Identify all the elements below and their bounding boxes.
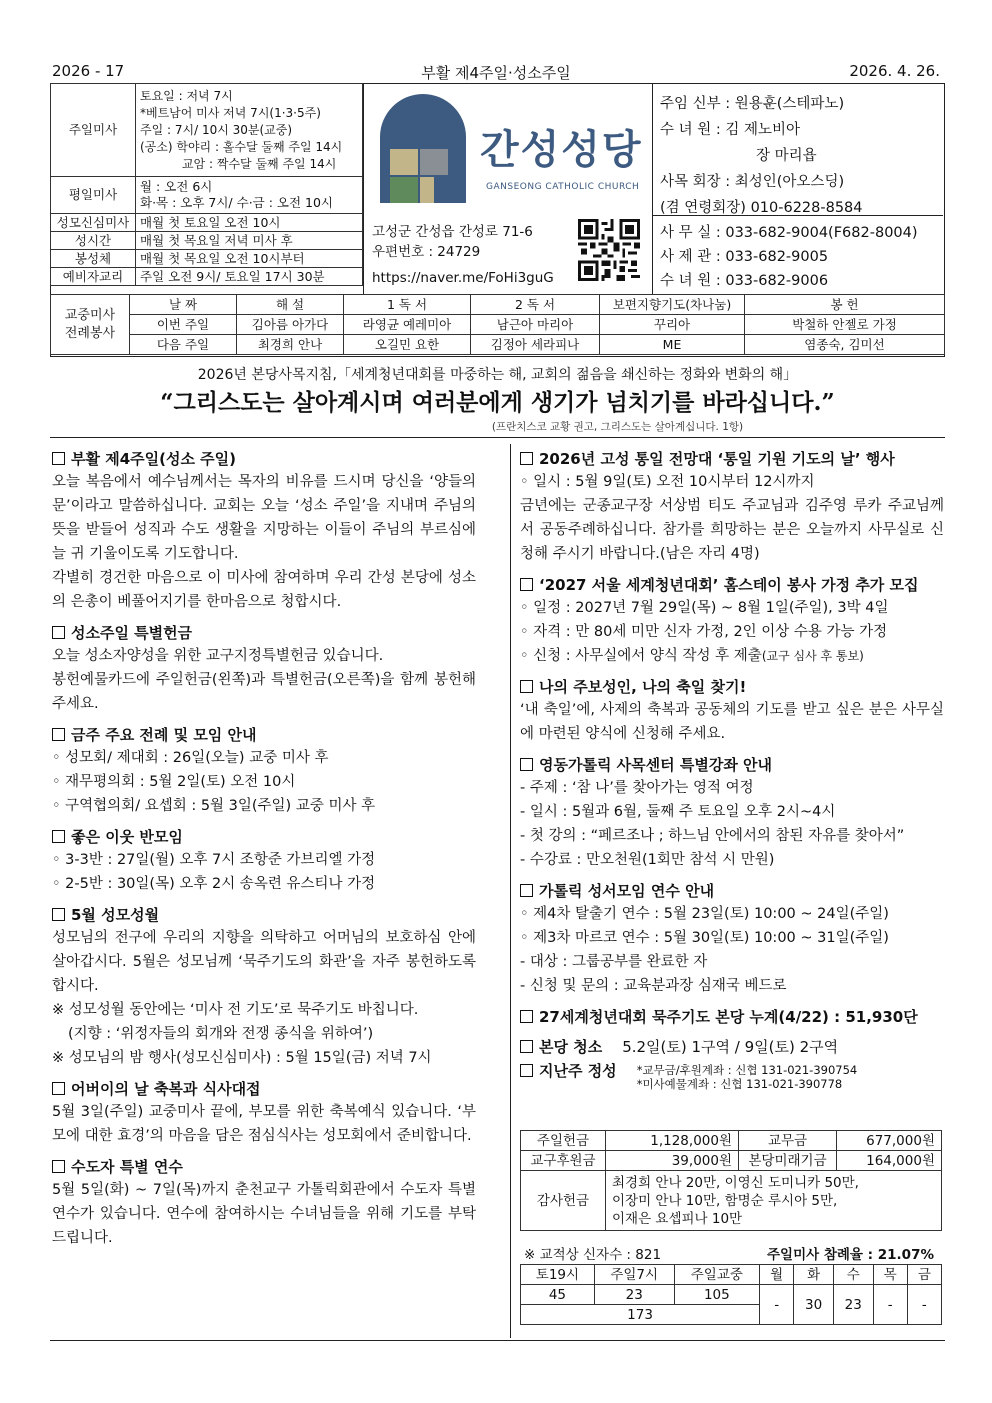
attendance-header: 주일교중 (674, 1265, 760, 1285)
attendance-value: 45 (521, 1285, 595, 1305)
attendance-header: 금 (907, 1265, 941, 1285)
offering-table (520, 1130, 942, 1231)
address-block (372, 222, 554, 288)
liturgy-cell: 최경희 안나 (237, 335, 344, 355)
sunday-line: (공소) 학야리 : 홀수달 둘째 주일 14시 (140, 139, 343, 154)
section-title-text: 27세계청년대회 묵주기도 본당 누계(4/22) : 51,930단 (539, 1008, 918, 1026)
sunday-line: 토요일 : 저녁 7시 (140, 88, 233, 103)
staff-line: (겸 연령회장) 010-6228-8584 (660, 200, 863, 216)
list-item: ◦ 재무평의회 : 5월 2일(토) 오전 10시 (52, 774, 296, 790)
phone-convent: 수 녀 원 : 033-682-9006 (660, 273, 829, 289)
list-item-text: ◦ 신청 : 사무실에서 양식 작성 후 제출 (520, 648, 762, 664)
checkbox-icon (520, 758, 533, 771)
pastoral-motto (50, 365, 945, 434)
section-title (520, 574, 944, 596)
page-title: 부활 제4주일·성소주일 (421, 64, 571, 82)
schedule-value: 매월 첫 목요일 저녁 미사 후 (136, 232, 363, 250)
list-item: ※ 성모성월 동안에는 ‘미사 전 기도’로 묵주기도 바칩니다. (52, 1002, 419, 1018)
list-item: ◦ 구역협의회/ 요셉회 : 5월 3일(주일) 교중 미사 후 (52, 798, 376, 814)
mass-schedule-table (50, 83, 363, 286)
church-logo-icon (378, 93, 468, 205)
thanks-line: 최경희 안나 20만, 이영신 도미니카 50만, (612, 1174, 859, 1191)
left-column (52, 448, 476, 1250)
issue-number: 2026 - 17 (52, 62, 125, 80)
offering-label: 교무금 (739, 1131, 837, 1151)
paragraph: 5월 5일(화) ~ 7일(목)까지 춘천교구 가톨릭회관에서 수도자 특별 연수가 있습니다. 연수에 참여하시는 수녀님들을 위해 기도를 부탁드립니다. (52, 1182, 476, 1246)
sunday-line: 주일 : 7시/ 10시 30분(교중) (140, 122, 293, 137)
schedule-value: 매월 첫 목요일 오전 10시부터 (136, 250, 363, 268)
section-title (52, 1156, 476, 1178)
checkbox-icon (52, 728, 65, 741)
paragraph: 금년에는 군종교구장 서상범 티도 주교님과 김주영 루카 주교님께서 공동주례하십니다. 참가를 희망하는 분은 오늘까지 사무실로 신청해 주시기 바랍니다.(남은 자리 4명) (520, 498, 944, 562)
liturgy-table (50, 294, 945, 355)
offering-label: 본당미래기금 (739, 1151, 837, 1171)
account-info (637, 1063, 858, 1091)
section-title-text: 부활 제4주일(성소 주일) (71, 450, 237, 468)
section-title (520, 1036, 944, 1058)
motto-line3: (프란치스코 교황 권고, 그리스도는 살아계십니다. 1항) (491, 421, 744, 433)
footer-divider (50, 1340, 945, 1341)
liturgy-cell: 박철하 안젤로 가정 (745, 315, 945, 335)
section-title (52, 904, 476, 926)
checkbox-icon (52, 1082, 65, 1095)
offering-label: 주일헌금 (521, 1131, 606, 1151)
masthead-divider (652, 83, 653, 294)
thanks-offering (606, 1171, 942, 1231)
liturgy-cell: 이번 주일 (130, 315, 237, 335)
list-item: ◦ 2-5반 : 30일(목) 오후 2시 송옥련 유스티나 가정 (52, 876, 376, 892)
liturgy-header: 날 짜 (130, 295, 237, 315)
address: 고성군 간성읍 간성로 71-6 (372, 224, 533, 240)
attendance-header: 월 (760, 1265, 794, 1285)
liturgy-header: 봉 헌 (745, 295, 945, 315)
issue-date: 2026. 4. 26. (849, 62, 940, 80)
liturgy-cell: 꾸리아 (600, 315, 745, 335)
section-title (520, 754, 944, 776)
attendance-header: 토19시 (521, 1265, 595, 1285)
section-title (520, 676, 944, 698)
section-title-text: 2026년 고성 통일 전망대 ‘통일 기원 기도의 날’ 행사 (539, 450, 895, 468)
attendance-value: 23 (594, 1285, 674, 1305)
attendance-value: - (760, 1285, 794, 1325)
checkbox-icon (52, 830, 65, 843)
checkbox-icon (52, 626, 65, 639)
phone-office: 사 무 실 : 033-682-9004(F682-8004) (660, 225, 918, 241)
list-item: ◦ 일정 : 2027년 7월 29일(목) ~ 8월 1일(주일), 3박 4일 (520, 600, 889, 616)
checkbox-icon (520, 1040, 533, 1053)
attendance-header: 수 (833, 1265, 873, 1285)
weekday-line: 화·목 : 오후 7시/ 수·금 : 오전 10시 (140, 195, 334, 210)
section-title-text: 수도자 특별 연수 (71, 1158, 183, 1176)
attendance-total: 173 (521, 1305, 760, 1325)
attendance-header: 주일7시 (594, 1265, 674, 1285)
liturgy-cell: 남근아 마리아 (471, 315, 600, 335)
schedule-value: 주일 오전 9시/ 토요일 17시 30분 (136, 268, 363, 286)
section-title (52, 448, 476, 470)
paragraph: 5월 3일(주일) 교중미사 끝에, 부모를 위한 축복예식 있습니다. ‘부모에 대한 효경’의 마음을 담은 점심식사는 성모회에서 준비합니다. (52, 1104, 476, 1144)
liturgy-label-line: 교중미사 (64, 307, 116, 323)
liturgy-label-line: 전례봉사 (64, 325, 116, 341)
right-column (520, 448, 944, 1091)
qr-code-icon[interactable] (578, 219, 640, 281)
section-title-text: 본당 청소 (539, 1038, 603, 1056)
list-item: (지향 : ‘위정자들의 회개와 전쟁 종식을 위하여’) (68, 1026, 374, 1042)
list-item: ◦ 일시 : 5월 9일(토) 오전 10시부터 12시까지 (520, 474, 815, 490)
section-title-text: 금주 주요 전례 및 모임 안내 (71, 726, 257, 744)
checkbox-icon (52, 452, 65, 465)
website-link[interactable]: https://naver.me/FoHi3guG (372, 270, 554, 286)
thanks-line: 이재은 요셉피나 10만 (612, 1210, 743, 1227)
offering-amount: 39,000원 (606, 1151, 739, 1171)
liturgy-header: 해 설 (237, 295, 344, 315)
section-divider (50, 437, 945, 438)
section-title (52, 826, 476, 848)
liturgy-cell: 염종숙, 김미선 (745, 335, 945, 355)
paragraph: 성모님의 전구에 우리의 지향을 의탁하고 어머님의 보호하심 안에 살아갑시다. 5월은 성모님께 ‘묵주기도의 화관’을 자주 봉헌하도록 합시다. (52, 930, 476, 994)
liturgy-cell: 김아름 아가다 (237, 315, 344, 335)
list-item: - 신청 및 문의 : 교육분과장 심재국 베드로 (520, 978, 787, 994)
section-title (52, 1078, 476, 1100)
motto-line1: 2026년 본당사목지침,「세계청년대회를 마중하는 해, 교회의 젊음을 쇄신하는 정화와 변화의 해」 (197, 367, 798, 383)
registered-count: ※ 교적상 신자수 : 821 (524, 1247, 662, 1263)
list-item: ◦ 3-3반 : 27일(월) 오후 7시 조항준 가브리엘 가정 (52, 852, 376, 868)
section-title-text: 영동가톨릭 사목센터 특별강좌 안내 (539, 756, 773, 774)
section-title-text: 지난주 정성 (539, 1062, 617, 1080)
paragraph: 봉헌예물카드에 주일헌금(왼쪽)과 특별헌금(오른쪽)을 함께 봉헌해주세요. (52, 672, 476, 712)
list-item-note: (교구 심사 후 통보) (761, 649, 864, 663)
checkbox-icon (520, 452, 533, 465)
schedule-label: 예비자교리 (51, 268, 136, 286)
attendance-table (520, 1264, 942, 1325)
checkbox-icon (52, 908, 65, 921)
schedule-label: 봉성체 (51, 250, 136, 268)
list-item: ◦ 제4차 탈출기 연수 : 5월 23일(토) 10:00 ~ 24일(주일) (520, 906, 889, 922)
liturgy-header: 2 독 서 (471, 295, 600, 315)
paragraph: 각별히 경건한 마음으로 이 미사에 참여하며 우리 간성 본당에 성소의 은총이 베풀어지기를 한마음으로 청합시다. (52, 570, 476, 610)
attendance-value: 23 (833, 1285, 873, 1325)
sunday-mass-label: 주일미사 (51, 84, 136, 177)
section-title (520, 880, 944, 902)
attendance-value: 30 (794, 1285, 834, 1325)
offering-label: 교구후원금 (521, 1151, 606, 1171)
attendance-value: 105 (674, 1285, 760, 1305)
postal-code: 우편번호 : 24729 (372, 244, 481, 260)
account-line: *미사예물계좌 : 신협 131-021-390778 (636, 1077, 843, 1091)
liturgy-cell: ME (600, 335, 745, 355)
list-item: - 대상 : 그룹공부를 완료한 자 (520, 954, 708, 970)
section-title (520, 1060, 944, 1091)
section-title-text: 좋은 이웃 반모임 (71, 828, 183, 846)
section-title (520, 1006, 944, 1028)
list-item: - 주제 : ‘참 나’를 찾아가는 영적 여정 (520, 780, 754, 796)
section-title-text: 나의 주보성인, 나의 축일 찾기! (539, 678, 747, 696)
staff-block (660, 91, 863, 221)
checkbox-icon (520, 1064, 533, 1077)
schedule-value: 매월 첫 토요일 오전 10시 (136, 214, 363, 232)
thanks-line: 이장미 안나 10만, 함명순 루시아 5만, (612, 1192, 838, 1209)
section-title-text: 가톨릭 성서모임 연수 안내 (539, 882, 715, 900)
logo-subtitle: GANSEONG CATHOLIC CHURCH (486, 182, 640, 192)
checkbox-icon (520, 1010, 533, 1023)
list-item (520, 644, 944, 668)
schedule-label: 성시간 (51, 232, 136, 250)
account-line: *교무금/후원계좌 : 신협 131-021-390754 (636, 1063, 858, 1077)
list-item: - 수강료 : 만오천원(1회만 참석 시 만원) (520, 852, 775, 868)
paragraph: ‘내 축일’에, 사제의 축복과 공동체의 기도를 받고 싶은 분은 사무실에 마련된 양식에 신청해 주세요. (520, 702, 944, 742)
phone-rectory: 사 제 관 : 033-682-9005 (660, 249, 829, 265)
list-item: - 일시 : 5월과 6월, 둘째 주 토요일 오후 2시~4시 (520, 804, 836, 820)
checkbox-icon (520, 578, 533, 591)
staff-line: 주임 신부 : 원용훈(스테파노) (660, 96, 845, 112)
paragraph: 오늘 복음에서 예수님께서는 목자의 비유를 드시며 당신을 ‘양들의 문’이라고 말씀하십니다. 교회는 오늘 ‘성소 주일’을 지내며 주님의 뜻을 받들어 성직과 수도 생활을 지망하는 이들이 주님의 부르심에 늘 귀 기울이도록 기도합니다. (52, 474, 476, 562)
section-title-text: 성소주일 특별헌금 (71, 624, 193, 642)
sunday-line: 교암 : 짝수달 둘째 주일 14시 (182, 156, 337, 171)
checkbox-icon (520, 884, 533, 897)
column-divider (510, 444, 511, 1338)
staff-line: 장 마리욥 (756, 148, 817, 164)
liturgy-cell: 오길민 요한 (344, 335, 471, 355)
weekday-mass-times (136, 177, 363, 214)
list-item: ◦ 제3차 마르코 연수 : 5월 30일(토) 10:00 ~ 31일(주일) (520, 930, 889, 946)
section-title (52, 622, 476, 644)
attendance-rate: 주일미사 참례율 : 21.07% (766, 1247, 934, 1263)
weekday-line: 월 : 오전 6시 (140, 179, 213, 194)
section-title-text: 어버이의 날 축복과 식사대접 (71, 1080, 261, 1098)
section-title (520, 448, 944, 470)
liturgy-cell: 다음 주일 (130, 335, 237, 355)
phone-block (660, 221, 918, 293)
masthead-divider (363, 83, 364, 294)
liturgy-header: 1 독 서 (344, 295, 471, 315)
checkbox-icon (520, 680, 533, 693)
list-item: - 첫 강의 : “페르조나 ; 하느님 안에서의 참된 자유를 찾아서” (520, 828, 905, 844)
logo-wordmark: 간성성당 (480, 127, 643, 173)
offering-label: 감사헌금 (521, 1171, 606, 1231)
paragraph: 오늘 성소자양성을 위한 교구지정특별헌금 있습니다. (52, 648, 384, 664)
liturgy-label (51, 295, 130, 355)
section-title-text: ‘2027 서울 세계청년대회’ 홈스테이 봉사 가정 추가 모집 (539, 576, 919, 594)
attendance-header: 화 (794, 1265, 834, 1285)
weekday-mass-label: 평일미사 (51, 177, 136, 214)
attendance-header: 목 (873, 1265, 907, 1285)
motto-line2: “그리스도는 살아계시며 여러분에게 생기가 넘치기를 바라십니다.” (160, 389, 835, 416)
offering-amount: 677,000원 (837, 1131, 942, 1151)
attendance-value: - (907, 1285, 941, 1325)
list-item: ※ 성모님의 밤 행사(성모신심미사) : 5월 15일(금) 저녁 7시 (52, 1050, 432, 1066)
list-item: ◦ 자격 : 만 80세 미만 신자 가정, 2인 이상 수용 가능 가정 (520, 624, 888, 640)
sunday-mass-times (136, 84, 363, 177)
section-title-text: 5월 성모성월 (71, 906, 160, 924)
offering-amount: 1,128,000원 (606, 1131, 739, 1151)
schedule-label: 성모신심미사 (51, 214, 136, 232)
liturgy-cell: 라영균 예레미아 (344, 315, 471, 335)
liturgy-header: 보편지향기도(차나눔) (600, 295, 745, 315)
sunday-line: *베트남어 미사 저녁 7시(1·3·5주) (140, 105, 321, 120)
liturgy-cell: 김정아 세라피나 (471, 335, 600, 355)
checkbox-icon (52, 1160, 65, 1173)
list-item: ◦ 성모회/ 제대회 : 26일(오늘) 교중 미사 후 (52, 750, 329, 766)
cleaning-schedule: 5.2일(토) 1구역 / 9일(토) 2구역 (622, 1038, 839, 1056)
offering-amount: 164,000원 (837, 1151, 942, 1171)
staff-line: 수 녀 원 : 김 제노비아 (660, 122, 800, 138)
attendance-value: - (873, 1285, 907, 1325)
staff-line: 사목 회장 : 최성인(아오스딩) (660, 174, 845, 190)
section-title (52, 724, 476, 746)
